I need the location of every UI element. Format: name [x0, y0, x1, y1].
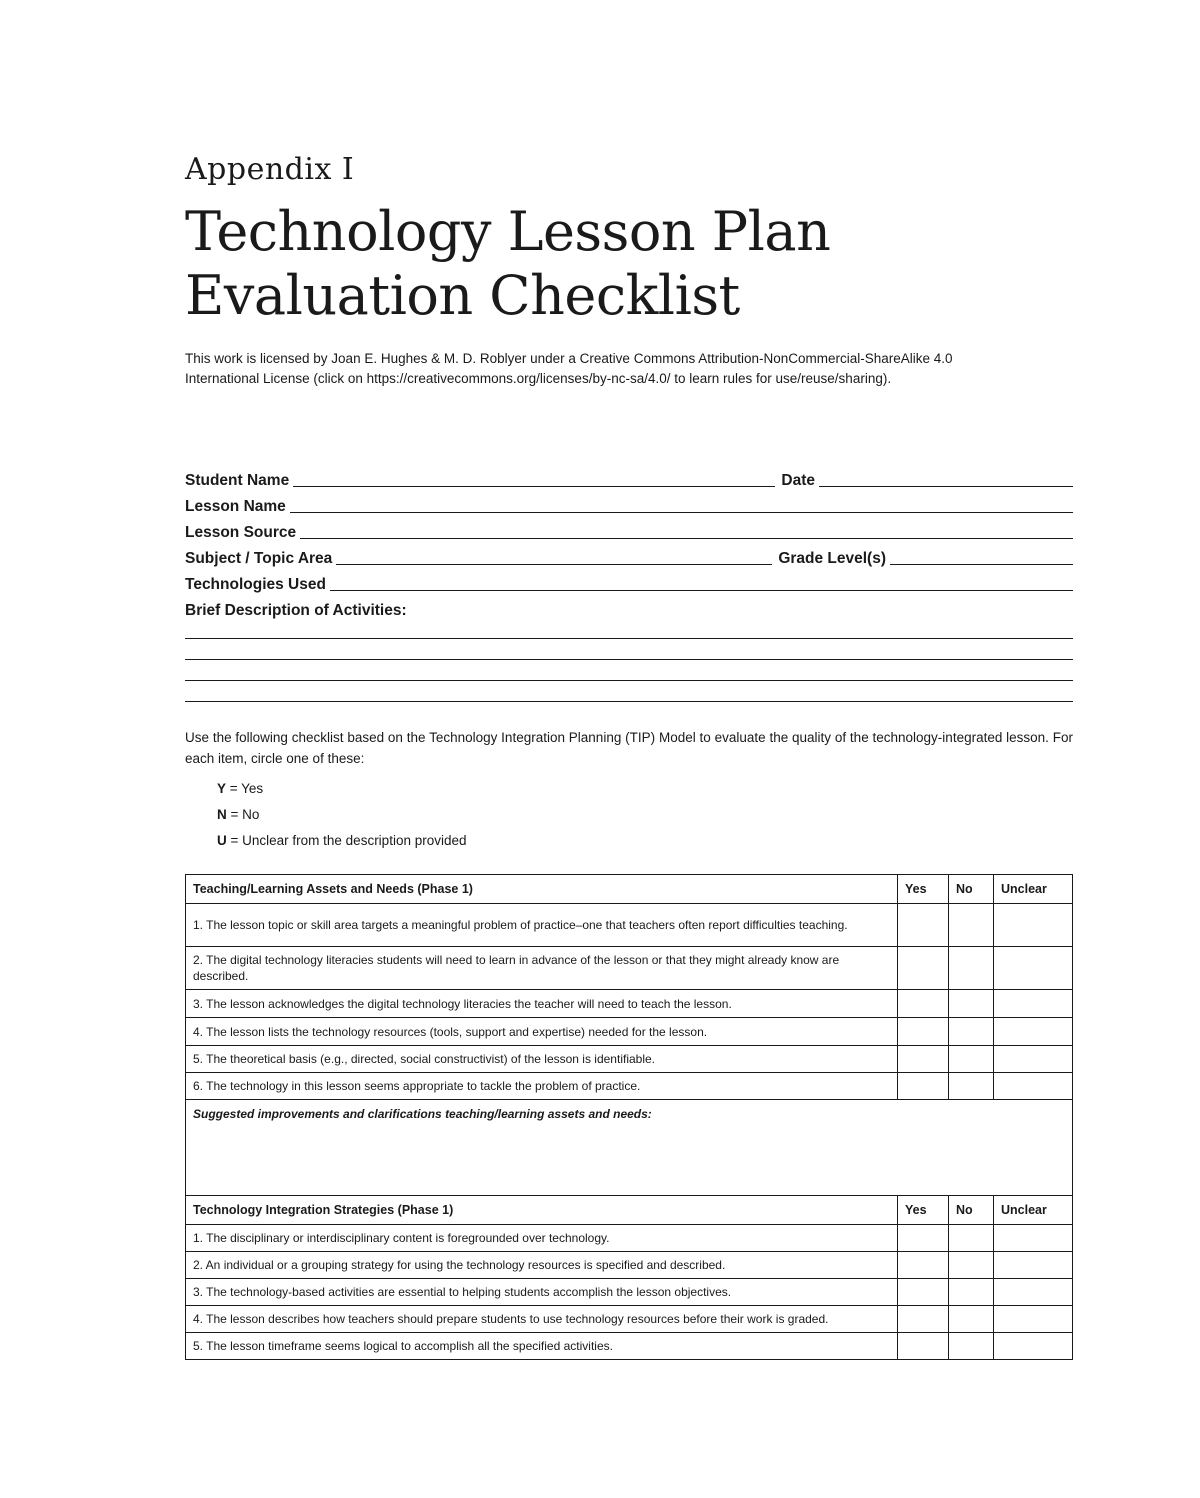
no-cell[interactable] — [949, 947, 994, 990]
yes-cell[interactable] — [898, 947, 949, 990]
yes-cell[interactable] — [898, 1018, 949, 1046]
lesson-source-field[interactable] — [300, 538, 1073, 539]
unclear-cell[interactable] — [994, 1018, 1073, 1046]
subject-topic-label: Subject / Topic Area — [185, 550, 333, 567]
license-text: This work is licensed by Joan E. Hughes & M. D. Roblyer under a Creative Commons Attribution-NonCommercial-ShareAlike 4.0 International License (click on https://creativecommons.org/licenses/by-nc-sa/4.0/ to learn rules for use/reuse/sharing). — [185, 351, 953, 386]
lesson-source-label: Lesson Source — [185, 524, 297, 541]
checklist-item: 3. The technology-based activities are essential to helping students accomplish the lesson objectives. — [186, 1279, 898, 1306]
description-line-1[interactable] — [185, 638, 1073, 639]
section-title: Teaching/Learning Assets and Needs (Phase 1) — [186, 875, 898, 904]
evaluation-checklist-table — [185, 874, 1073, 1360]
appendix-label: Appendix I — [185, 152, 355, 187]
no-cell[interactable] — [949, 990, 994, 1018]
yes-cell[interactable] — [898, 990, 949, 1018]
yes-cell[interactable] — [898, 1225, 949, 1252]
unclear-cell[interactable] — [994, 1279, 1073, 1306]
brief-description-label: Brief Description of Activities: — [185, 602, 407, 619]
unclear-cell[interactable] — [994, 947, 1073, 990]
lesson-name-field[interactable] — [290, 512, 1073, 513]
checklist-item: 1. The lesson topic or skill area targets a meaningful problem of practice–one that teachers often report difficulties teaching. — [186, 904, 898, 947]
suggestions-box[interactable]: Suggested improvements and clarifications teaching/learning assets and needs: — [186, 1100, 1073, 1196]
no-column-header: No — [949, 1196, 994, 1225]
section-header-row — [186, 875, 1073, 904]
table-row — [186, 1252, 1073, 1279]
subject-topic-field[interactable] — [336, 564, 772, 565]
yes-column-header: Yes — [898, 1196, 949, 1225]
grade-levels-label: Grade Level(s) — [778, 550, 886, 567]
section-header-row — [186, 1196, 1073, 1225]
technologies-used-field[interactable] — [330, 590, 1073, 591]
table-row — [186, 1018, 1073, 1046]
brief-description-row — [185, 598, 1073, 620]
no-cell[interactable] — [949, 1018, 994, 1046]
key-unclear: U = Unclear from the description provided — [217, 833, 467, 848]
checklist-item: 3. The lesson acknowledges the digital technology literacies the teacher will need to teach the lesson. — [186, 990, 898, 1018]
subject-grade-row — [185, 546, 1073, 568]
key-yes: Y = Yes — [217, 781, 264, 796]
table-row — [186, 1046, 1073, 1073]
date-label: Date — [781, 472, 815, 489]
unclear-column-header: Unclear — [994, 875, 1073, 904]
table-row — [186, 1073, 1073, 1100]
section-title: Technology Integration Strategies (Phase 1) — [186, 1196, 898, 1225]
table-row — [186, 947, 1073, 990]
no-cell[interactable] — [949, 1073, 994, 1100]
title-line-2: Evaluation Checklist — [185, 264, 740, 327]
table-row — [186, 1225, 1073, 1252]
table-row — [186, 1306, 1073, 1333]
yes-cell[interactable] — [898, 1046, 949, 1073]
no-cell[interactable] — [949, 1225, 994, 1252]
key-no: N = No — [217, 807, 260, 822]
yes-cell[interactable] — [898, 1306, 949, 1333]
yes-column-header: Yes — [898, 875, 949, 904]
checklist-item: 5. The theoretical basis (e.g., directed, social constructivist) of the lesson is identifiable. — [186, 1046, 898, 1073]
yes-cell[interactable] — [898, 1279, 949, 1306]
page-title — [185, 200, 1085, 328]
no-column-header: No — [949, 875, 994, 904]
no-cell[interactable] — [949, 1046, 994, 1073]
lesson-name-row — [185, 494, 1073, 516]
table-row — [186, 990, 1073, 1018]
unclear-cell[interactable] — [994, 990, 1073, 1018]
unclear-cell[interactable] — [994, 1252, 1073, 1279]
title-line-1: Technology Lesson Plan — [185, 200, 831, 263]
checklist-item: 5. The lesson timeframe seems logical to accomplish all the specified activities. — [186, 1333, 898, 1360]
checklist-item: 1. The disciplinary or interdisciplinary content is foregrounded over technology. — [186, 1225, 898, 1252]
checklist-item: 6. The technology in this lesson seems appropriate to tackle the problem of practice. — [186, 1073, 898, 1100]
checklist-item: 4. The lesson describes how teachers should prepare students to use technology resources before their work is graded. — [186, 1306, 898, 1333]
no-cell[interactable] — [949, 1252, 994, 1279]
yes-cell[interactable] — [898, 1073, 949, 1100]
technologies-used-label: Technologies Used — [185, 576, 326, 593]
lesson-source-row — [185, 520, 1073, 542]
no-cell[interactable] — [949, 1279, 994, 1306]
student-name-date-row — [185, 468, 1073, 490]
no-cell[interactable] — [949, 904, 994, 947]
checklist-item: 4. The lesson lists the technology resources (tools, support and expertise) needed for the lesson. — [186, 1018, 898, 1046]
unclear-cell[interactable] — [994, 1225, 1073, 1252]
table-row — [186, 904, 1073, 947]
student-name-label: Student Name — [185, 472, 290, 489]
yes-cell[interactable] — [898, 904, 949, 947]
description-line-3[interactable] — [185, 680, 1073, 681]
unclear-cell[interactable] — [994, 1306, 1073, 1333]
unclear-cell[interactable] — [994, 1046, 1073, 1073]
table-row — [186, 1333, 1073, 1360]
no-cell[interactable] — [949, 1333, 994, 1360]
date-field[interactable] — [819, 486, 1073, 487]
description-line-4[interactable] — [185, 701, 1073, 702]
lesson-name-label: Lesson Name — [185, 498, 286, 515]
grade-levels-field[interactable] — [890, 564, 1073, 565]
unclear-cell[interactable] — [994, 1333, 1073, 1360]
unclear-column-header: Unclear — [994, 1196, 1073, 1225]
unclear-cell[interactable] — [994, 904, 1073, 947]
checklist-item: 2. An individual or a grouping strategy for using the technology resources is specified and described. — [186, 1252, 898, 1279]
instructions-text: Use the following checklist based on the Technology Integration Planning (TIP) Model to evaluate the quality of the technology-integrated lesson. For each item, circle one of these: — [185, 730, 1073, 766]
yes-cell[interactable] — [898, 1252, 949, 1279]
technologies-used-row — [185, 572, 1073, 594]
unclear-cell[interactable] — [994, 1073, 1073, 1100]
description-line-2[interactable] — [185, 659, 1073, 660]
checklist-item: 2. The digital technology literacies students will need to learn in advance of the lesson or that they might already know are described. — [186, 947, 898, 990]
suggestions-row — [186, 1100, 1073, 1196]
no-cell[interactable] — [949, 1306, 994, 1333]
student-name-field[interactable] — [293, 486, 775, 487]
table-row — [186, 1279, 1073, 1306]
yes-cell[interactable] — [898, 1333, 949, 1360]
